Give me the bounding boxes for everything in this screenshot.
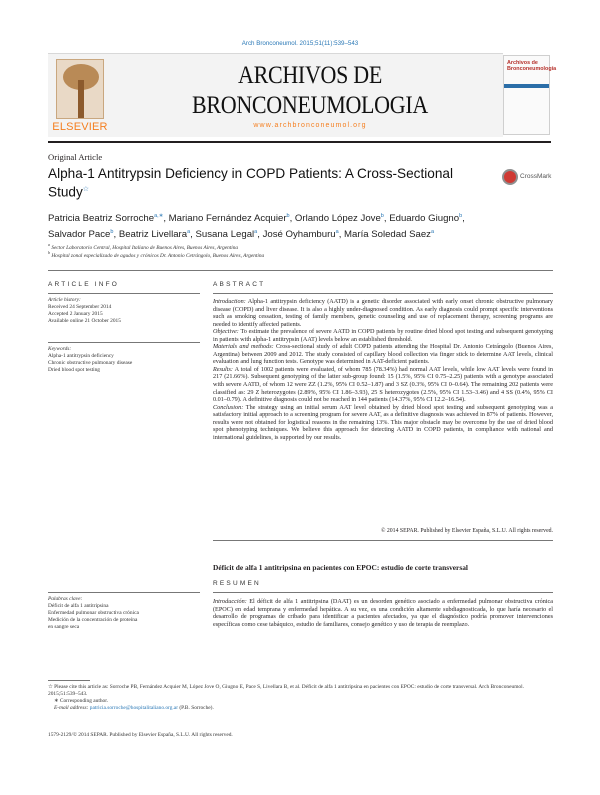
author-line-1: Patricia Beatriz Sorroche$^{a,∗}$, Mariano Fernández Acquier$^b$, Orlando López Jove$^b$, Eduardo Giugno$^b$, [48, 213, 465, 225]
abstract-conclusion: Conclusion: The strategy using an initial serum AAT level obtained by dried blood spot testing and subsequent genotyping was a satisfactory initial approach to a screening program for severe AAT, as a definitive diagnosis was achieved in 87% of patients. However, results were not obtained for logistical reasons in the remaining 13%. This major obstacle may be overcome by the use of dried blood spot phenotyping techniques. We believe this approach for detecting AATD in COPD patients, in compliance with national and international guidelines, is supported by our results. [213, 403, 553, 441]
article-type: Original Article [48, 152, 103, 162]
journal-cover-thumbnail [503, 55, 557, 135]
palabras-clave-label: Palabras clave: [48, 596, 83, 602]
author-name: Susana Legal [195, 228, 255, 240]
publisher-name: ELSEVIER [52, 121, 108, 133]
article-history [48, 297, 200, 325]
abstract-heading: ABSTRACT [213, 281, 266, 288]
article-title [48, 166, 478, 201]
abstract-body [213, 298, 553, 441]
crossmark-badge[interactable] [502, 169, 552, 199]
journal-url[interactable]: www.archbronconeumol.org [253, 122, 367, 129]
section-divider [48, 270, 553, 271]
abstract-methods: Materials and methods: Cross-sectional study of adult COPD patients attending the Hospital Dr. Antonio Cetrángolo (Buenos Aires, Argentina) between 2009 and 2012. The study consisted of capillary blood collection via finger stick to determine AAT levels, clinical evaluation and lung function tests. Genotype was determined in AAT-deficient patients. [213, 343, 553, 366]
author-name: Salvador Pace [48, 228, 111, 240]
crossmark-icon [502, 169, 518, 185]
keywords-label: Keywords: [48, 346, 72, 352]
issn-copyright-line: 1579-2129/© 2014 SEPAR. Published by Elsevier España, S.L.U. All rights reserved. [48, 732, 233, 738]
keyword: Alpha-1 antitrypsin deficiency [48, 353, 114, 359]
author-line-2: Salvador Pace$^b$, Beatriz Livellara$^a$, Susana Legal$^a$, José Oyhamburu$^a$, María Soledad Saez$^a$ [48, 228, 435, 240]
cover-title-line2: Bronconeumología [507, 66, 557, 72]
resumen-introduccion: Introducción: El déficit de alfa 1 antitripsina (DAAT) es un desorden genético asociado a enfermedad pulmonar obstructiva crónica (EPOC) en edad temprana y enfermedad hepática. A su vez, es una condición altamente subdiagnosticada, lo que haría necesario el desarrollo de programas de cribado para identificar a pacientes afectados, ya que el diagnóstico podría promover intervenciones específicas como cese tabáquico, estudio de familiares, consejo genético y uso de terapia de reemplazo. [213, 598, 554, 628]
journal-citation[interactable]: Arch Bronconeumol. 2015;51(11):539–543 [241, 40, 359, 47]
spanish-title: Déficit de alfa 1 antitripsina en pacientes con EPOC: estudio de corte transversal [213, 563, 468, 572]
author-name: Eduardo Giugno [389, 213, 460, 225]
resumen-heading: RESUMEN [213, 580, 261, 587]
author-name: Mariano Fernández Acquier [168, 213, 287, 225]
history-label: Article history: [48, 297, 81, 303]
article-info-heading: ARTICLE INFO [48, 281, 120, 288]
keyword: en sangre seca [48, 624, 80, 630]
keyword: Medición de la concentración de proteína [48, 617, 138, 623]
email-line [48, 705, 553, 712]
keyword: Chronic obstructive pulmonary disease [48, 360, 133, 366]
keywords [48, 346, 200, 374]
author-name: Orlando López Jove [294, 213, 381, 225]
title-line-2: Study [48, 184, 83, 200]
author-name: José Oyhamburu [262, 228, 336, 240]
keyword: Dried blood spot testing [48, 367, 100, 373]
crossmark-label: CrossMark [520, 173, 552, 180]
author-list [48, 210, 553, 241]
affiliation-a: $^a$ Sector Laboratorio Central, Hospital Italiano de Buenos Aires, Buenos Aires, Argentina [48, 242, 239, 251]
keyword: Enfermedad pulmonar obstructiva crónica [48, 610, 139, 616]
keyword: Déficit de alfa 1 antitripsina [48, 603, 109, 609]
abstract-introduction: Introduction: Alpha-1 antitrypsin deficiency (AATD) is a genetic disorder associated with early onset chronic obstructive pulmonary disease (COPD) and liver disease. It is also a highly under-diagnosed condition. As early diagnosis could prompt specific interventions such as smoking cessation, testing of family members, genetic counseling and use of replacement therapy, screening programs are needed to identify affected patients. [213, 298, 553, 328]
citation-footnote: ☆ Please cite this article as: Sorroche PB, Fernández Acquier M, López Jove O, Giugno E, Pace S, Livellara B, et al. Déficit de alfa 1 antitripsina en pacientes con EPOC: estudio de corte transversal. Arch Bronconeumol. 2015;51:539–543. [48, 684, 524, 697]
spanish-keywords [48, 596, 200, 631]
email-link[interactable]: patricia.sorroche@hospitalitaliano.org.ar [89, 705, 178, 711]
title-line-1: Alpha-1 Antitrypsin Deficiency in COPD Patients: A Cross-Sectional [48, 166, 453, 181]
author-name: María Soledad Saez [344, 228, 431, 240]
cover-title-line1: Archivos de [507, 60, 538, 66]
email-owner: (P.B. Sorroche). [179, 705, 214, 711]
corresponding-author-note: ∗ Corresponding author. [54, 698, 109, 704]
abstract-copyright: © 2014 SEPAR. Published by Elsevier España, S.L.U. All rights reserved. [381, 528, 553, 534]
resumen-body [213, 598, 553, 628]
email-label: E-mail address: [54, 705, 89, 711]
footnotes [48, 684, 553, 712]
journal-name: ARCHIVOS DE BRONCONEUMOLOGIA [192, 60, 428, 119]
accepted-date: Accepted 2 January 2015 [48, 311, 103, 317]
abstract-results: Results: A total of 1002 patients were evaluated, of whom 785 (78.34%) had normal AAT levels, while low AAT levels were found in 217 (21.66%). Subsequent genotyping of the latter sub-group found: 15 (1.5%, 95% CI 0.75–2.25) patients with a genotype associated with severe AATD, of whom 12 were ZZ (1.2%, 95% CI 0.52–1.87) and 3 SZ (0.3%, 95% CI 0–0.64). The remaining 202 patients were classified as: 29 Z heterozygotes (2.89%, 95% CI 1.86–3.93), 25 S heterozygotes (2.5%, 95% CI 1.53–3.46) and 4 SS (0.4%, 95% CI 0.01–0.79). A definitive diagnosis could not be reached in 144 patients (14.37%, 95% CI 12.2–16.54). [213, 365, 553, 404]
header-divider [48, 141, 551, 143]
abstract-objective: Objective: To estimate the prevalence of severe AATD in COPD patients by routine dried blood spot testing and subsequent genotyping in patients with alpha-1 antitrypsin (AAT) levels below an established threshold. [213, 328, 553, 343]
elsevier-logo [50, 57, 110, 135]
affiliation-b: $^b$ Hospital zonal especializado de agudos y crónicos Dr. Antonio Cetrángolo, Buenos Aires, Argentina [48, 250, 265, 259]
title-footnote-mark[interactable]: ☆ [82, 186, 90, 193]
elsevier-tree-icon [56, 59, 104, 119]
author-name: Patricia Beatriz Sorroche [48, 213, 155, 225]
online-date: Available online 21 October 2015 [48, 318, 121, 324]
author-name: Beatriz Livellara [118, 228, 188, 240]
received-date: Received 24 September 2014 [48, 304, 112, 310]
